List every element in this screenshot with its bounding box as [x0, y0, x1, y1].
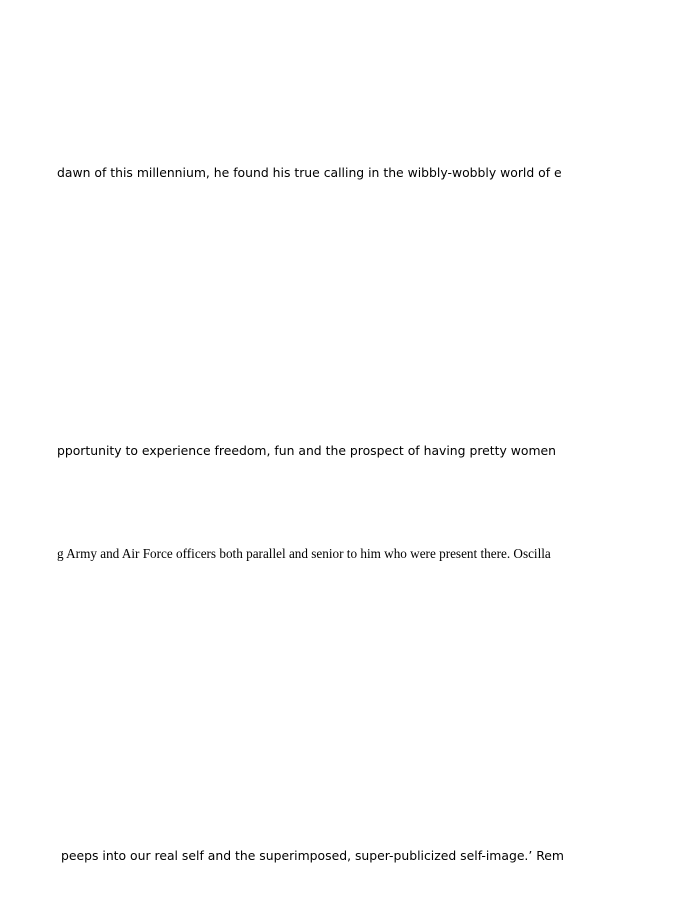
text-line: peeps into our real self and the superimposed, super-publicized self-image.’ Rem — [61, 849, 564, 863]
text-line: pportunity to experience freedom, fun and the prospect of having pretty women — [57, 444, 557, 458]
text-line: g Army and Air Force officers both parallel and senior to him who were present there. Oscilla — [57, 546, 551, 561]
text-line: dawn of this millennium, he found his true calling in the wibbly-wobbly world of e — [57, 166, 562, 180]
